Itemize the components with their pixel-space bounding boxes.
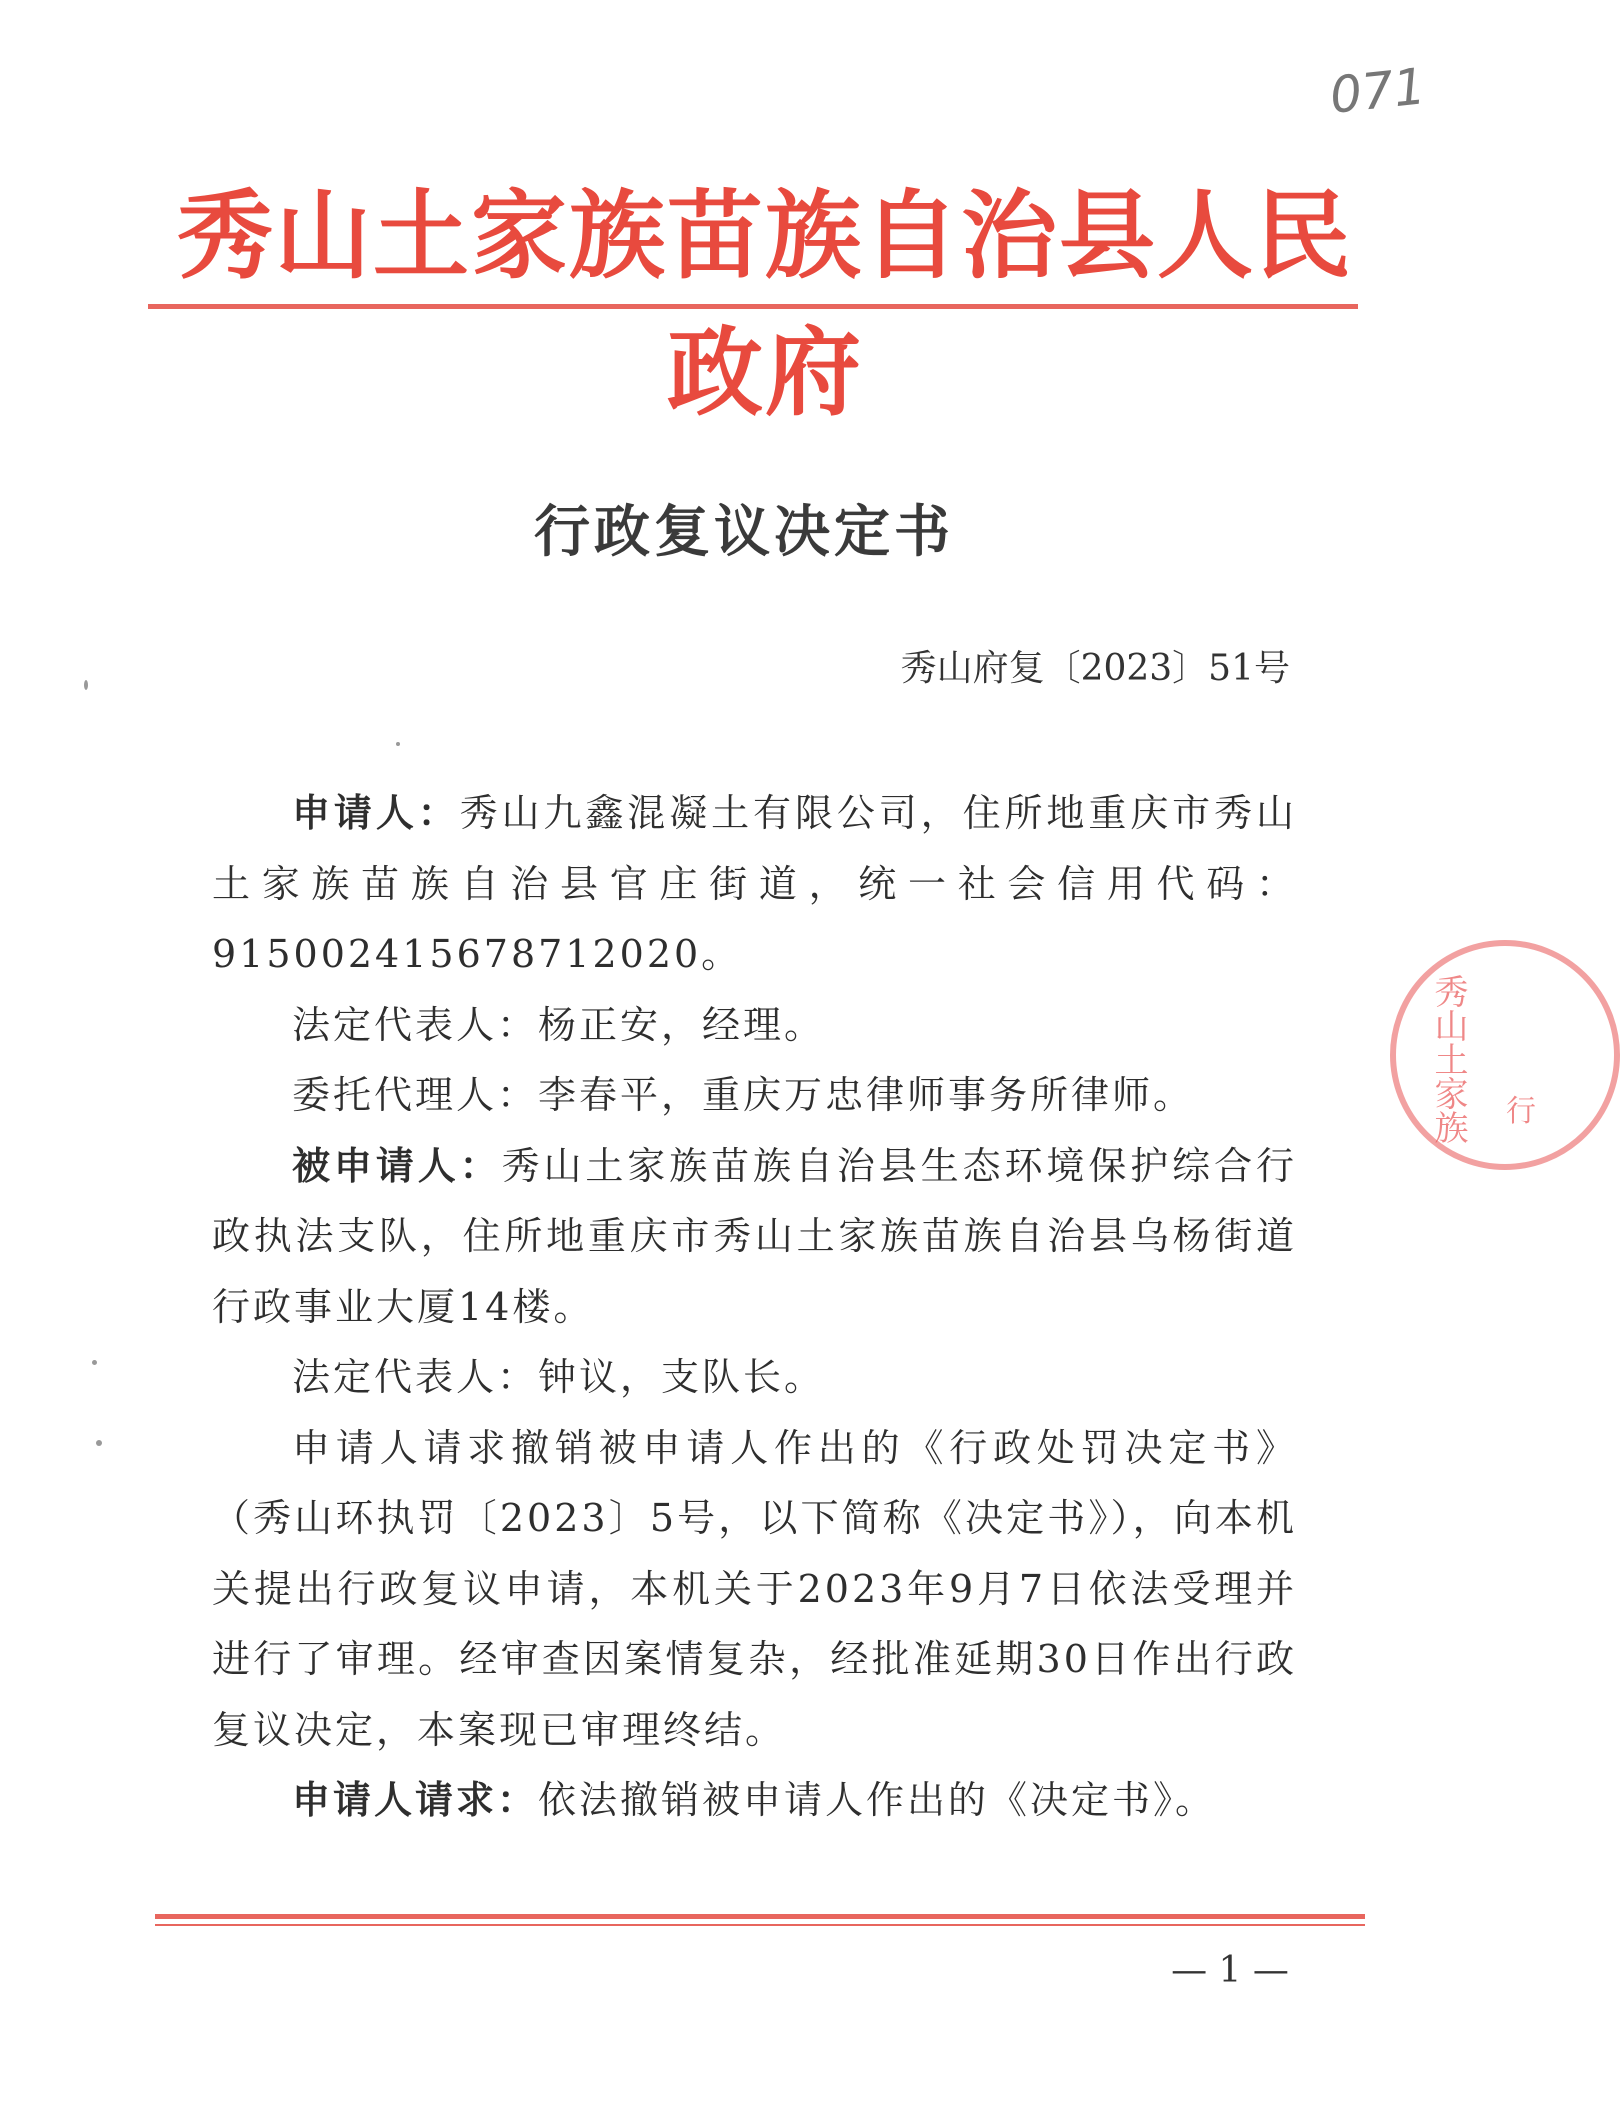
paragraph-label: 申请人请求：: [292, 1777, 539, 1822]
scan-speck: [84, 680, 88, 690]
paragraph-applicant: [212, 778, 1297, 990]
paragraph-text: 申请人请求撤销被申请人作出的《行政处罚决定书》（秀山环执罚〔2023〕5号，以下简称《决定书》），向本机关提出行政复议申请，本机关于2023年9月7日依法受理并进行了审理。经审查因案情复杂，经批准延期30日作出行政复议决定，本案现已审理终结。: [212, 1425, 1297, 1752]
seal-text: 秀山土家族: [1428, 974, 1468, 1144]
paragraph-text: 法定代表人：钟议，支队长。: [292, 1355, 826, 1399]
footer-red-rule: [155, 1914, 1365, 1919]
scan-speck: [92, 1360, 97, 1365]
handwritten-page-annotation: 071: [1327, 57, 1429, 125]
paragraph-label: 申请人：: [292, 790, 460, 835]
paragraph-text: 秀山土家族苗族自治县生态环境保护综合行政执法支队，住所地重庆市秀山土家族苗族自治县乌杨街道行政事业大厦14楼。: [212, 1143, 1297, 1329]
paragraph-text: 秀山九鑫混凝土有限公司，住所地重庆市秀山土家族苗族自治县官庄街道，统一社会信用代码：915002415678712020。: [212, 791, 1297, 976]
paragraph-text: 委托代理人：李春平，重庆万忠律师事务所律师。: [292, 1073, 1195, 1117]
paragraph-respondent: [212, 1131, 1297, 1343]
paragraph-applicant-rep: [212, 990, 1297, 1061]
issuer-header: 秀山土家族苗族自治县人民政府: [177, 180, 1353, 429]
document-number: 秀山府复〔2023〕51号: [900, 648, 1290, 689]
paragraph-agent: [212, 1060, 1297, 1131]
paragraph-label: 被申请人：: [292, 1142, 502, 1188]
paragraph-respondent-rep: [212, 1342, 1297, 1413]
paragraph-request: [212, 1765, 1297, 1836]
document-body: [212, 778, 1297, 1836]
scan-speck: [96, 1440, 102, 1446]
paragraph-procedure: [212, 1413, 1297, 1766]
seal-text: 行: [1506, 1094, 1536, 1129]
official-seal: [1390, 940, 1620, 1170]
page-number: — 1 —: [1171, 1950, 1289, 1991]
paragraph-text: 依法撤销被申请人作出的《决定书》。: [538, 1778, 1217, 1822]
scan-speck: [396, 742, 400, 746]
header-red-rule: [148, 304, 1358, 309]
document-title: 行政复议决定书: [534, 499, 954, 565]
paragraph-text: 法定代表人：杨正安，经理。: [292, 1002, 826, 1047]
